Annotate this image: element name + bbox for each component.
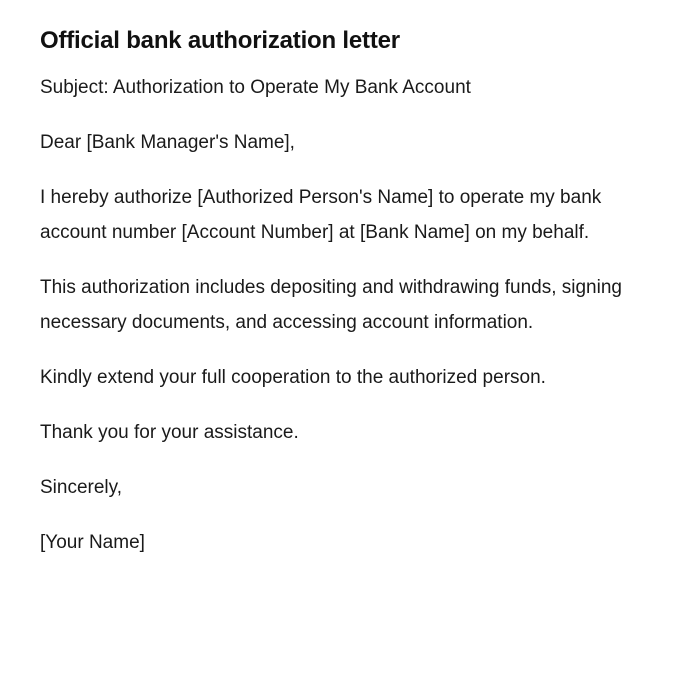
body-paragraph-authorization: I hereby authorize [Authorized Person's Name] to operate my bank account number [Account Number] at [Bank Name] on my behalf. bbox=[40, 187, 602, 243]
body-paragraph-cooperation: Kindly extend your full cooperation to the authorized person. bbox=[40, 367, 546, 388]
document-title: Official bank authorization letter bbox=[40, 27, 400, 54]
body-paragraph-scope: This authorization includes depositing and withdrawing funds, signing necessary documents, and accessing account information. bbox=[40, 277, 622, 333]
closing-line: Sincerely, bbox=[40, 477, 123, 498]
salutation: Dear [Bank Manager's Name], bbox=[40, 132, 295, 153]
subject-line: Subject: Authorization to Operate My Bank Account bbox=[40, 77, 471, 98]
signature-placeholder: [Your Name] bbox=[40, 532, 145, 553]
thanks-line: Thank you for your assistance. bbox=[40, 422, 299, 443]
